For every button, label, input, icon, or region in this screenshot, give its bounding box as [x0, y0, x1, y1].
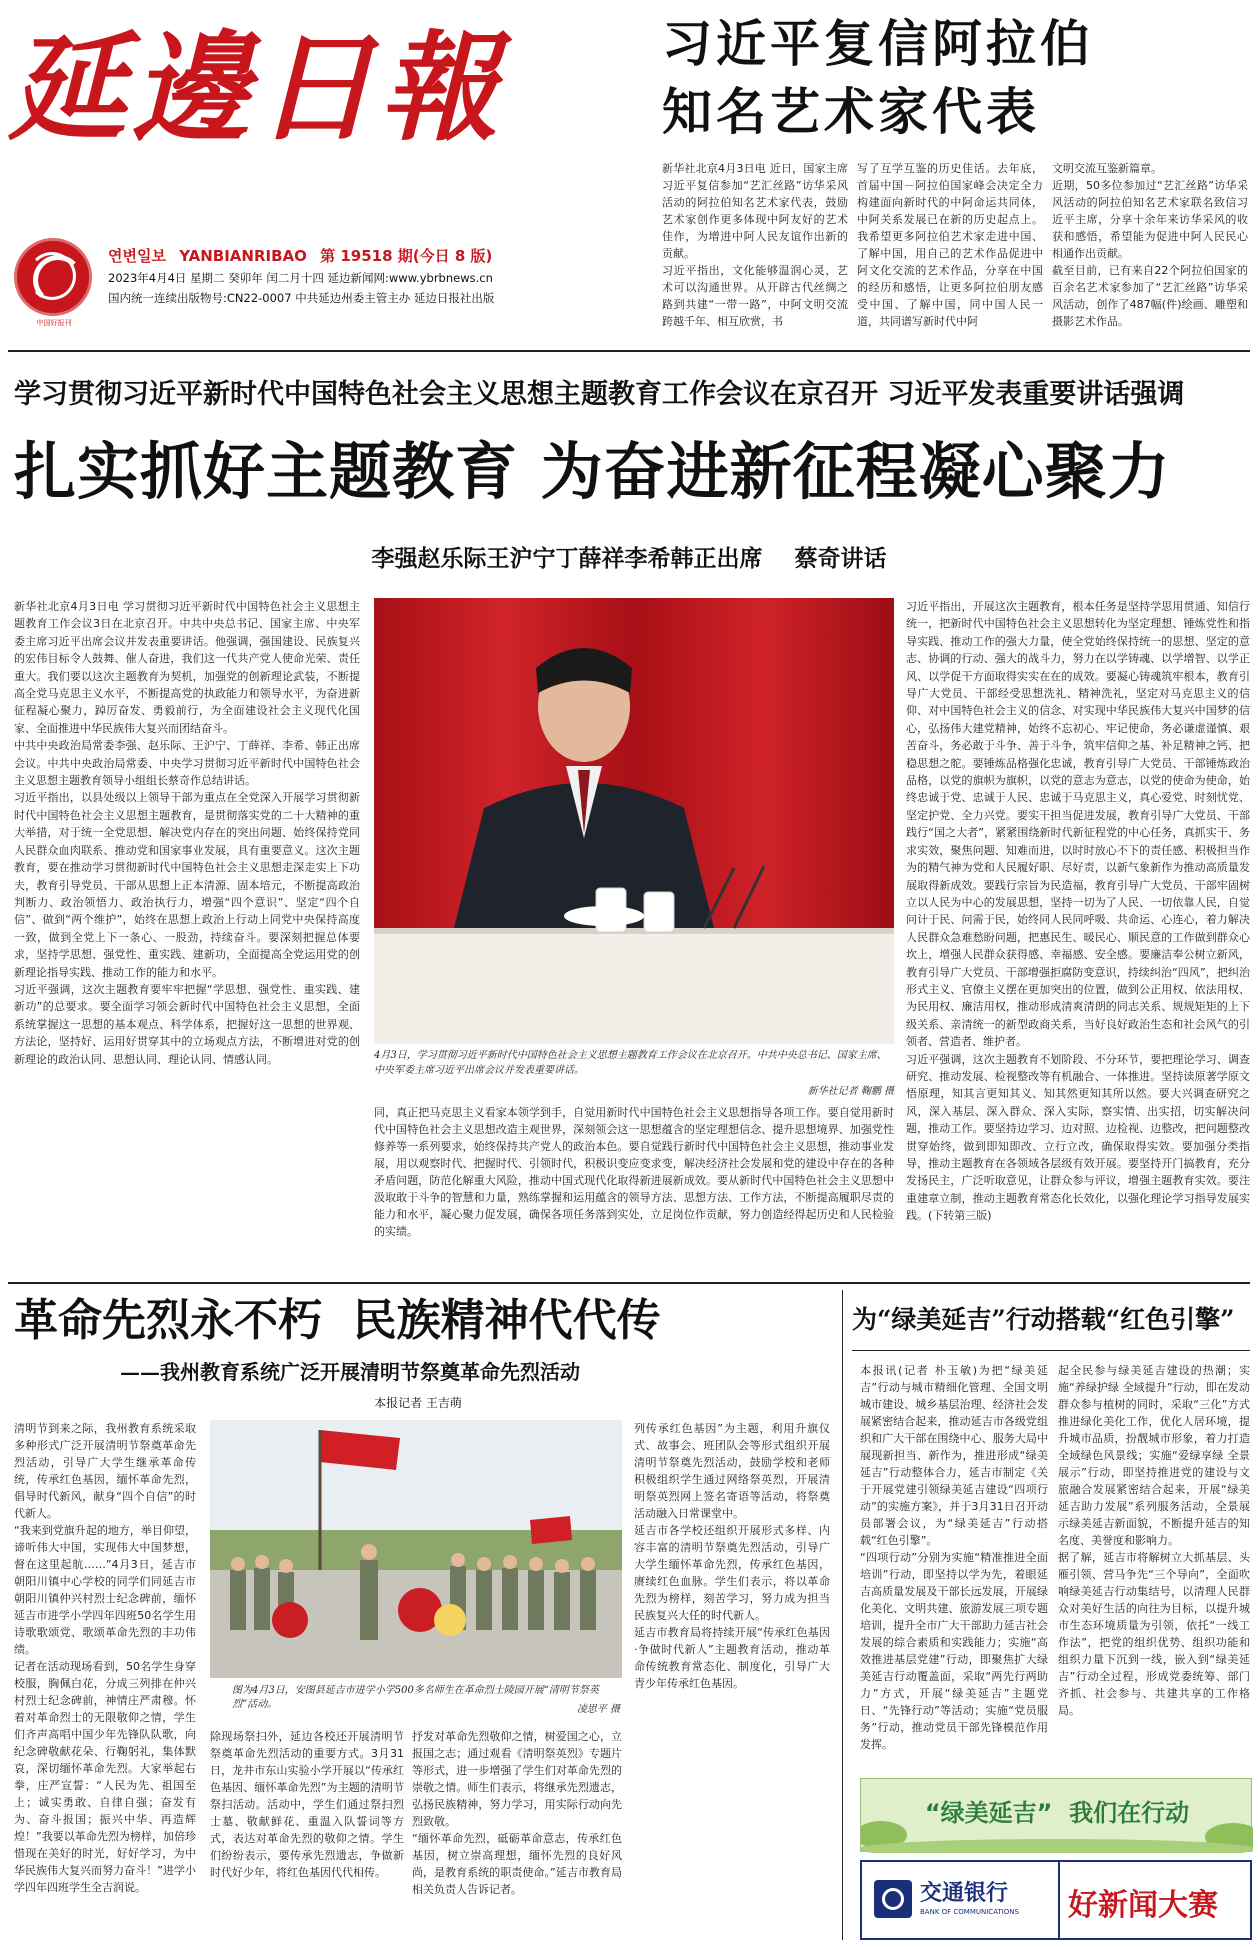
green-banner-text: “绿美延吉” 我们在行动 [924, 1799, 1190, 1827]
lead-photo-credit: 新华社记者 鞠鹏 摄 [807, 1086, 894, 1097]
lead-photo-caption: 4月3日，学习贯彻习近平新时代中国特色社会主义思想主题教育工作会议在北京召开。中共中央总书记、国家主席、中央军委主席习近平出席会议并发表重要讲话。 [374, 1050, 887, 1076]
green-campaign-banner[interactable] [860, 1778, 1252, 1852]
issue-number: 第 19518 期(今日 8 版) [320, 247, 493, 265]
bottom-left-byline: 本报记者 王吉萌 [374, 1396, 462, 1410]
top-story-col2: 写了互学互鉴的历史佳话。去年底，首届中国－阿拉伯国家峰会决定全力构建面向新时代的中阿命运共同体，中阿关系发展已在新的历史起点上。我希望更多阿拉伯艺术家走进中国、了解中国，用自己的艺术作品促进中阿文化交流的艺术作品，分享在中国的经历和感悟，让更多阿拉伯朋友感受中国、了解中国，同中国人民一道，共同谱写新时代中阿 [857, 162, 1043, 328]
bottom-right-headline: 为“绿美延吉”行动搭载“红色引擎” [852, 1305, 1235, 1334]
top-story-headline-line2: 知名艺术家代表 [662, 83, 1040, 141]
bottom-left-col4: 列传承红色基因”为主题，利用升旗仪式、故事会、班团队会等形式组织开展清明节祭奠先烈活动，鼓励学校和老师积极组织学生通过网络祭英烈，开展清明祭英烈网上签名寄语等活动，将祭奠活动融入日常课堂中。 延吉市各学校还组织开展形式多样、内容丰富的清明节祭奠先烈活动，引导广大学生缅怀革命先烈，传承红色基因，赓续红色血脉。学生们表示，将以革命先烈为榜样，刻苦学习，努力成为担当民族复兴大任的时代新人。 延吉市教育局将持续开展“传承红色基因·争做时代新人”主题教育活动，推动革命传统教育常态化、制度化，引导广大青少年传承红色基因。 [634, 1422, 830, 1690]
bottom-right-col1: 本报讯(记者 朴玉敏)为把“绿美延吉”行动与城市精细化管理、全国文明城市建设、城乡基层治理、经济社会发展紧密结合起来，推动延吉市各级党组织和广大干部在围绕中心、服务大局中展现新担当、新作为，推进形成“绿美延吉”行动整体合力，延吉市制定《关于开展党建引领绿美延吉建设“四项行动”的实施方案》，并于3月31日召开动员部署会议，为“绿美延吉”行动搭载“红色引擎”。 “四项行动”分别为实施“精准推进全面培训”行动，即坚持以学为先，着眼延吉高质量发展及干部长远发展，开展绿化美化、文明共建、旅游发展三项专题培训，提升全市广大干部助力延吉社会发展的综合素质和实践能力；实施“高效推进基层党建”行动，即聚焦扩大绿美延吉行动覆盖面，采取“两先行两助力”方式，开展“绿美延吉”主题党日、“先锋行动”等活动；实施“党员服务”行动，推动党员干部先锋模范作用发挥。 [860, 1364, 1048, 1751]
korean-name: 연변일보 [108, 247, 166, 265]
ceremony-photo-credit: 凌思平 摄 [576, 1704, 620, 1715]
top-story-col3: 文明交流互鉴新篇章。 近期，50多位参加过“艺汇丝路”访华采风活动的阿拉伯知名艺术家联名致信习近平主席，分享十余年来访华采风的收获和感悟，希望能为促进中阿人民民心相通作出贡献。 截至目前，已有来自22个阿拉伯国家的百余名艺术家参加了“艺汇丝路”访华采风活动，创作了487幅(件)绘画、雕塑和摄影艺术作品。 [1052, 162, 1248, 328]
lead-photo-illustration [374, 598, 894, 1044]
latin-name: YANBIANRIBAO [179, 247, 307, 265]
ceremony-photo-illustration [210, 1420, 622, 1678]
lead-col3: 习近平指出，开展这次主题教育，根本任务是坚持学思用贯通、知信行统一，把新时代中国特色社会主义思想转化为坚定理想、锤炼党性和指导实践、推动工作的强大力量，使全党始终保持统一的思想、坚定的意志、协调的行动、强大的战斗力，努力在以学铸魂、以学增智、以学正风、以学促干方面取得实实在在的成效。要凝心铸魂筑牢根本，教育引导广大党员、干部经受思想洗礼、精神洗礼，坚定对马克思主义的信仰、对中国特色社会主义的信念、对实现中华民族伟大复兴中国梦的信心，弘扬伟大建党精神，始终不忘初心、牢记使命，务必谦虚谨慎、艰苦奋斗，务必敢于斗争、善于斗争，筑牢信仰之基、补足精神之钙、把稳思想之舵。要锤炼品格强化忠诚，教育引导广大党员、干部锤炼政治品格，以党的旗帜为旗帜，以党的意志为意志，以党的使命为使命，始终忠诚于党、忠诚于人民、忠诚于马克思主义，真心爱党、时刻忧党、坚定护党、全力兴党。要实干担当促进发展，教育引导广大党员、干部践行“国之大者”，紧紧围绕新时代新征程党的中心任务，真抓实干、务求实效，聚焦问题、知难而进，以时时放心不下的责任感、积极担当作为的精气神为党和人民履好职、尽好责，以新气象新作为推动高质量发展取得新成效。要践行宗旨为民造福，教育引导广大党员、干部牢固树立以人民为中心的发展思想，坚持一切为了人民、一切依靠人民，自觉问计于民、问需于民，始终同人民同呼吸、共命运、心连心，着力解决人民群众急难愁盼问题，把惠民生、暖民心、顺民意的工作做到群众心坎上，增强人民群众获得感、幸福感、安全感。要廉洁奉公树立新风，教育引导广大党员、干部增强拒腐防变意识，持续纠治“四风”，把纠治形式主义、官僚主义摆在更加突出的位置，做到公正用权、依法用权、为民用权、廉洁用权，推动形成清爽清朗的同志关系、规规矩矩的上下级关系、亲清统一的新型政商关系，当好良好政治生态和社会风气的引领者、营造者、维护者。 习近平强调，这次主题教育不划阶段、不分环节，要把理论学习、调查研究、推动发展、检视整改等有机融合、一体推进。坚持读原著学原文悟原理，知其言更知其义、知其然更知其所以然。要大兴调查研究之风，深入基层、深入群众、深入实际，察实情、出实招，切实解决问题，推动工作。要坚持边学习、边对照、边检视、边整改，把问题整改贯穿始终，做到即知即改、立行立改，确保取得实效。要加强分类指导，推动主题教育在各领域各层级有效开展。要坚持开门搞教育，充分发扬民主，广泛听取意见，让群众参与评议，增强主题教育实效。要注重建章立制，推动主题教育常态化长效化，以强化理论学习指导发展实践。(下转第三版) [906, 600, 1250, 1223]
bank-slogan: 好新闻大赛 [1068, 1888, 1218, 1923]
lead-kicker: 学习贯彻习近平新时代中国特色社会主义思想主题教育工作会议在京召开 习近平发表重要讲话强调 [14, 379, 1185, 410]
top-story-col1: 新华社北京4月3日电 近日，国家主席习近平复信参加“艺汇丝路”访华采风活动的阿拉伯知名艺术家代表，鼓励艺术家创作更多体现中阿友好的艺术佳作，为增进中阿人民友谊作出新的贡献。 习近平指出，文化能够温润心灵，艺术可以沟通世界。从开辟古代丝绸之路到共建“一带一路”，中阿文明交流跨越千年、相互欣赏，书 [662, 162, 848, 328]
masthead-nameline [108, 245, 492, 266]
bottom-left-col1: 清明节到来之际，我州教育系统采取多种形式广泛开展清明节祭奠革命先烈活动，引导广大学生继承革命传统，传承红色基因，缅怀革命先烈，倡导时代新风，献身“四个自信”的时代新人。 “我来到党旗升起的地方，举目仰望，谛听伟大中国，实现伟大中国梦想，督在这里起航……”4月3日，延吉市朝阳川镇中心学校的同学们同延吉市朝阳川镇仲兴村烈士纪念碑前，缅怀延吉市进学小学四年四班50名学生用诗歌歌颂党、歌颂革命先烈的丰功伟绩。 记者在活动现场看到，50名学生身穿校服，胸佩白花，分成三列排在仲兴村烈士纪念碑前，神情庄严肃穆。怀着对革命烈士的无限敬仰之情，学生们齐声高唱中国少年先锋队队歌，向纪念碑敬献花朵、行鞠躬礼，集体默哀，深切缅怀革命先烈。大家举起右拳，庄严宣誓：“人民为先、祖国至上；诚实勇敢、自律自强；奋发有为、奋斗报国；振兴中华、再造辉煌！”我要以革命先烈为榜样，加倍珍惜现在美好的时光，好好学习，为中华民族伟大复兴而努力奋斗！”进学小学四年四班学生全吉润说。 [14, 1422, 196, 1894]
lead-col2: 同，真正把马克思主义看家本领学到手，自觉用新时代中国特色社会主义思想指导各项工作。要自觉用新时代中国特色社会主义思想改造主观世界，深刻领会这一思想蕴含的坚定理想信念、提升思想境界、加强党性修养等一系列要求，始终保持共产党人的政治本色。要自觉践行新时代中国特色社会主义思想，推动事业发展，用以观察时代、把握时代、引领时代，积极识变应变求变，解决经济社会发展和党的建设中存在的各种矛盾问题，防范化解重大风险，推动中国式现代化取得新进展新成效。要从新时代中国特色社会主义思想中汲取敢于斗争的智慧和力量，熟练掌握和运用蕴含的领导方法、思想方法、工作方法，不断提高履职尽责的能力和水平，凝心聚力促发展，确保各项任务落到实处，立足岗位作贡献，努力创造经得起历史和人民检验的实绩。 [374, 1106, 894, 1238]
lead-subhead: 李强赵乐际王沪宁丁薛祥李希韩正出席 蔡奇讲话 [371, 545, 887, 572]
bank-name-en: BANK OF COMMUNICATIONS [920, 1908, 1019, 1916]
headline-underline [852, 1350, 1250, 1351]
bottom-right-col2: 起全民参与绿美延吉建设的热潮；实施“养绿护绿 全域提升”行动，即在发动群众参与植树的同时，采取“三化”方式推进绿化美化工作，优化人居环境，提升城市品质，扮靓城市形象，着力打造全域绿色风景线；实施“爱绿享绿 全景展示”行动，即坚持推进党的建设与文旅融合发展紧密结合起来，开展“绿美延吉助力发展”系列服务活动，全景展示绿美延吉新面貌，不断提升延吉的知名度、美誉度和影响力。 据了解，延吉市将解树立大抓基层、头雁引领、营马争先“三个导向”，全面吹响绿美延吉行动集结号，以清理人民群众对美好生活的向往为目标，以提升城市生态环境质量为引领，依托“一线工作法”，把党的组织优势、组织功能和组织力量下沉到一线，嵌入到“绿美延吉”行动全过程，形成党委统筹、部门齐抓、社会参与、共建共享的工作格局。 [1058, 1364, 1250, 1717]
newspaper-masthead: 延邊日報 [8, 18, 505, 157]
ceremony-photo [210, 1420, 622, 1678]
lead-photo [374, 598, 894, 1044]
bottom-left-col3: 抒发对革命先烈敬仰之情，树爱国之心，立报国之志；通过观看《清明祭英烈》专题片等形式，进一步增强了学生们对革命先烈的崇敬之情。师生们表示，将继承先烈遗志，弘扬民族精神，努力学习，用实际行动向先烈致敬。 “缅怀革命先烈，砥砺革命意志，传承红色基因，树立崇高理想，缅怀先烈的良好风尚，是教育系统的职责使命。”延吉市教育局相关负责人告诉记者。 [412, 1730, 622, 1896]
top-story-headline-line1: 习近平复信阿拉伯 [662, 15, 1094, 73]
emblem-ring-icon [28, 252, 76, 300]
bank-advertisement[interactable] [860, 1860, 1252, 1940]
ceremony-photo-caption: 图为4月3日，安图县延吉市进学小学500多名师生在革命烈士陵园开展“清明节祭英烈”活动。 [232, 1685, 599, 1710]
bottom-left-subhead: ——我州教育系统广泛开展清明节祭奠革命先烈活动 [120, 1360, 580, 1384]
section-divider-2 [8, 1282, 1250, 1284]
column-divider [842, 1290, 843, 1940]
emblem-caption: 中国好报刊 [36, 319, 72, 327]
lead-col1: 新华社北京4月3日电 学习贯彻习近平新时代中国特色社会主义思想主题教育工作会议3日在北京召开。中共中央总书记、国家主席、中央军委主席习近平出席会议并发表重要讲话。他强调，强国建设、民族复兴的宏伟目标令人鼓舞、催人奋进，我们这一代共产党人使命光荣、责任重大。我们要以这次主题教育为契机，加强党的创新理论武装，不断提高全党马克思主义水平，不断提高党的执政能力和领导水平，为奋进新征程凝心聚力，踔厉奋发、勇毅前行，为全面建设社会主义现代化国家、全面推进中华民族伟大复兴而团结奋斗。 中共中央政治局常委李强、赵乐际、王沪宁、丁薛祥、李希、韩正出席会议。中共中央政治局常委、中央学习贯彻习近平新时代中国特色社会主义思想主题教育领导小组组长蔡奇作总结讲话。 习近平指出，以县处级以上领导干部为重点在全党深入开展学习贯彻新时代中国特色社会主义思想主题教育，是贯彻落实党的二十大精神的重大举措，对于统一全党思想、解决党内存在的突出问题、始终保持党同人民群众血肉联系、推动党和国家事业发展，具有重要意义。这次主题教育，要在推动学习贯彻新时代中国特色社会主义思想走深走实上下功夫，教育引导党员、干部从思想上正本清源、固本培元，不断提高政治判断力、政治领悟力、政治执行力，增强“四个意识”、坚定“四个自信”、做到“两个维护”，始终在思想上政治上行动上同党中央保持高度一致，做到全党上下一条心、一股劲，持续奋斗。要深刻把握总体要求，坚持学思想、强党性、重实践、建新功，全面提高全党运用党的创新理论指导实践、推动工作的能力和水平。 习近平强调，这次主题教育要牢牢把握“学思想、强党性、重实践、建新功”的总要求。要全面学习领会新时代中国特色社会主义思想，全面系统掌握这一思想的基本观点、科学体系，把握好这一思想的世界观、方法论，坚持好、运用好贯穿其中的立场观点方法，不断增进对党的创新理论的政治认同、思想认同、理论认同、情感认同。 [14, 600, 360, 1066]
date-line: 2023年4月4日 星期二 癸卯年 闰二月十四 延边新闻网:www.ybrbnews.cn [108, 271, 493, 285]
bottom-left-headline: 革命先烈永不朽 民族精神代代传 [14, 1295, 661, 1346]
section-divider [8, 350, 1250, 352]
registration-line: 国内统一连续出版物号:CN22-0007 中共延边州委主管主办 延边日报社出版 [108, 291, 495, 305]
bank-ad-divider [1058, 1862, 1060, 1938]
lead-headline: 扎实抓好主题教育 为奋进新征程凝心聚力 [14, 435, 1171, 508]
bottom-left-col2: 除现场祭扫外，延边各校还开展清明节祭奠革命先烈活动的重要方式。3月31日，龙井市东山实验小学开展以“传承红色基因、缅怀革命先烈”为主题的清明节祭扫活动。活动中，学生们通过祭扫烈士墓、敬献鲜花、重温入队誓词等方式，表达对革命先烈的敬仰之情。学生们纷纷表示，要传承先烈遗志，争做新时代好少年，将红色基因代代相传。 [210, 1730, 404, 1879]
bank-logo-icon [874, 1880, 912, 1918]
bank-name: 交通银行 [920, 1881, 1009, 1906]
